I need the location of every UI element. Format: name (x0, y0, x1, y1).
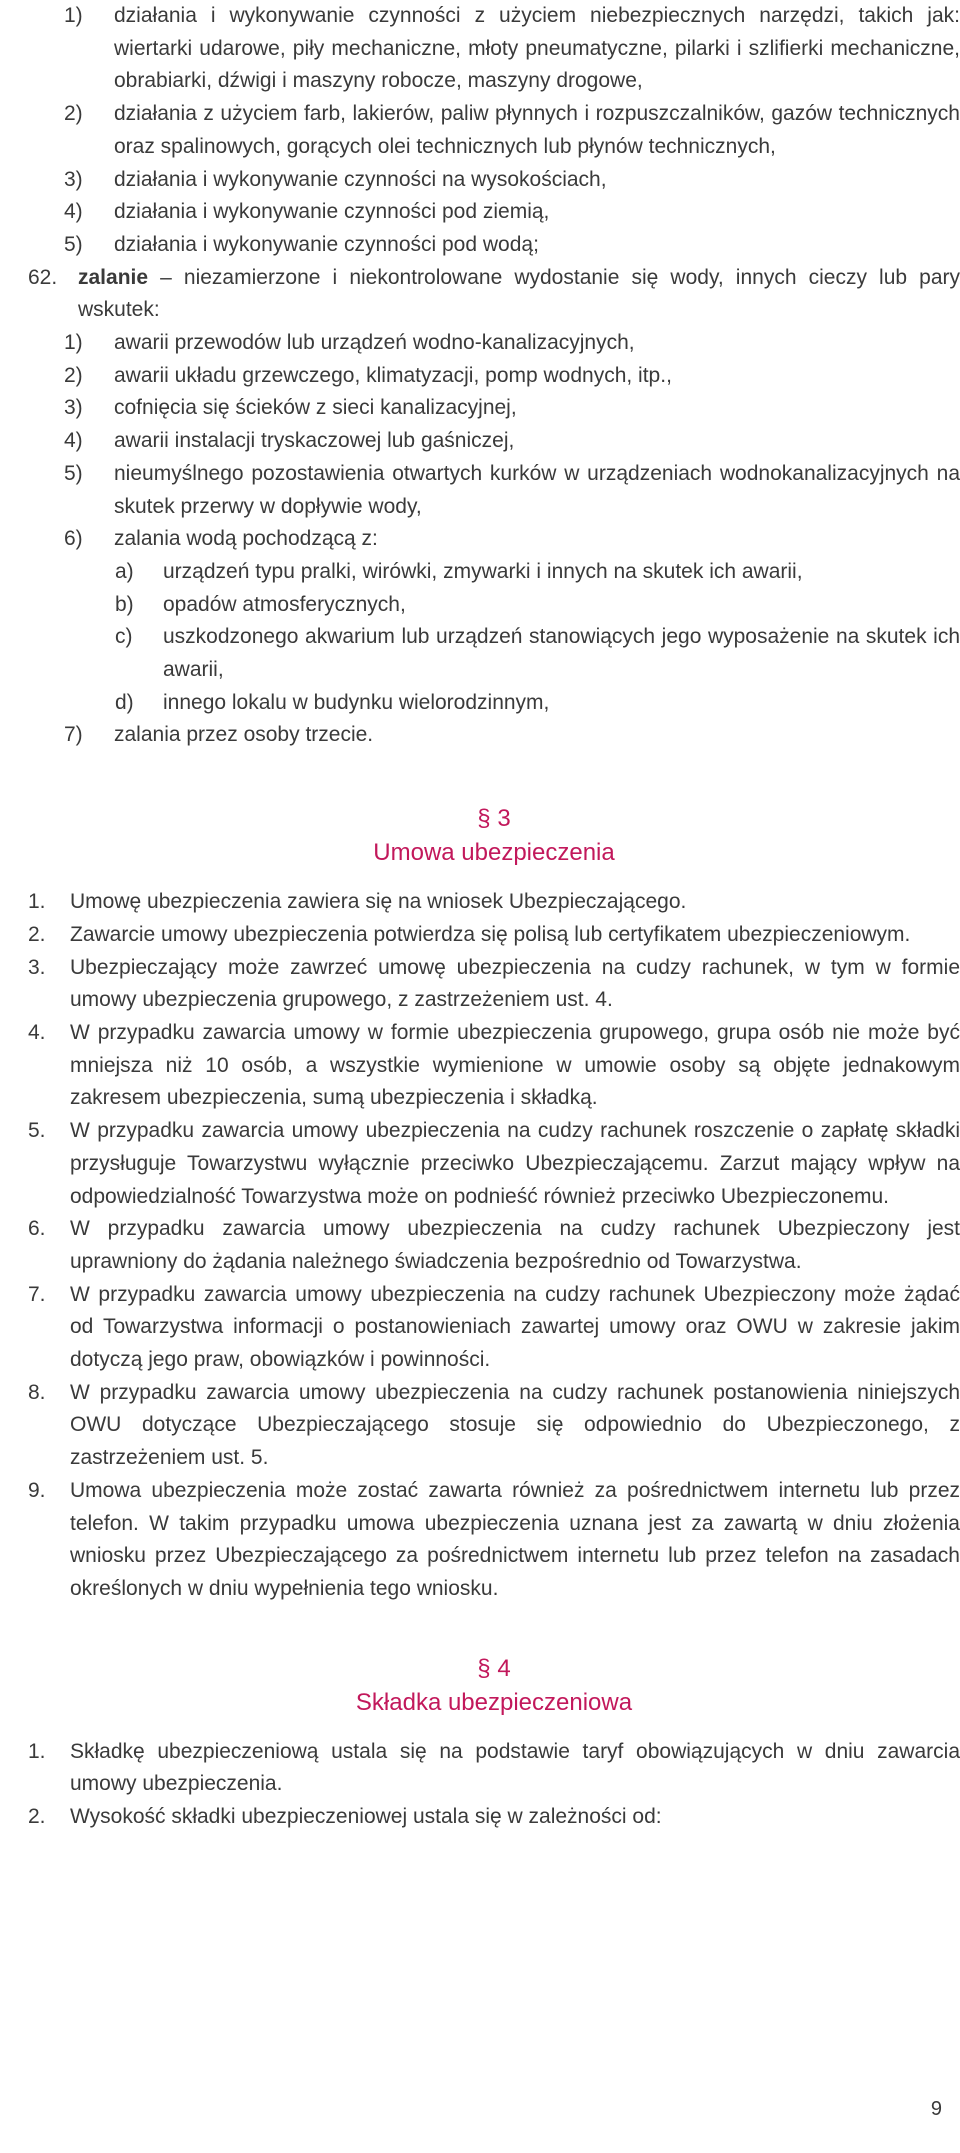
list-item-text: zalania przez osoby trzecie. (114, 723, 374, 747)
list-item (28, 98, 960, 163)
list-item (28, 360, 960, 393)
paragraph (28, 952, 960, 1017)
list-item (28, 392, 960, 425)
paragraph-number: 8. (28, 1380, 46, 1404)
paragraph-text: Wysokość składki ubezpieczeniowej ustala się w zależności od: (70, 1805, 662, 1829)
sub-list-item-letter: b) (115, 592, 134, 616)
list-item-number: 3) (64, 167, 83, 191)
sub-list-item-letter: d) (115, 690, 134, 714)
section-4-heading (28, 1652, 960, 1720)
paragraph (28, 1736, 960, 1801)
list-item-text: działania i wykonywanie czynności pod wodą; (114, 232, 539, 256)
definition-term: zalanie (78, 265, 149, 289)
list-item-number: 7) (64, 723, 83, 747)
section-3-heading (28, 802, 960, 870)
list-item-text: działania z użyciem farb, lakierów, paliw płynnych i rozpuszczalników, gazów technicznych oraz spalinowych, gorących olei technicznych lub płynów technicznych, (114, 102, 960, 158)
sub-list-item-letter: a) (115, 559, 134, 583)
definition-text: – niezamierzone i niekontrolowane wydostanie się wody, innych cieczy lub pary wskutek: (78, 265, 960, 322)
list-item (28, 719, 960, 752)
paragraph (28, 886, 960, 919)
list-item-number: 5) (64, 461, 83, 485)
list-item-text: działania i wykonywanie czynności z użyciem niebezpiecznych narzędzi, takich jak: wiertarki udarowe, piły mechaniczne, młoty pneumatyczne, pilarki i szlifierki mechaniczne, obrabiarki, dźwigi i maszyny robocze, maszyny drogowe, (114, 4, 960, 93)
list-item (28, 0, 960, 98)
list-item-text: zalania wodą pochodzącą z: (114, 527, 378, 551)
sub-list-item-text: uszkodzonego akwarium lub urządzeń stanowiących jego wyposażenie na skutek ich awarii, (163, 625, 960, 682)
list-item-text: działania i wykonywanie czynności na wysokościach, (114, 167, 607, 191)
paragraph-text: Umowę ubezpieczenia zawiera się na wniosek Ubezpieczającego. (70, 890, 687, 914)
section-title: Umowa ubezpieczenia (373, 839, 615, 867)
section-number-value: 3 (497, 805, 511, 833)
paragraph-number: 7. (28, 1282, 46, 1306)
list-item-text: nieumyślnego pozostawienia otwartych kurków w urządzeniach wodnokanalizacyjnych na skutek przerwy w dopływie wody, (114, 461, 960, 518)
list-item-number: 4) (64, 429, 83, 453)
definition-item (28, 262, 960, 327)
paragraph-text: W przypadku zawarcia umowy ubezpieczenia na cudzy rachunek roszczenie o zapłatę składki przysługuje Towarzystwu wyłącznie przeciwko Ubezpieczającemu. Zarzut mający wpływ na odpowiedzialność Towarzystwa może on podnieść również przeciwko Ubezpieczonemu. (70, 1119, 960, 1208)
sub-list-item (28, 589, 960, 622)
hazard-activities-list (28, 0, 960, 262)
paragraph-text: W przypadku zawarcia umowy ubezpieczenia na cudzy rachunek postanowienia niniejszych OWU dotyczące Ubezpieczającego stosuje się odpowiednio do Ubezpieczonego, z zastrzeżeniem ust. 5. (70, 1380, 960, 1470)
section-sign: § (477, 805, 491, 833)
list-item-number: 1) (64, 331, 83, 355)
section-title: Składka ubezpieczeniowa (355, 1688, 633, 1716)
document-page (28, 0, 960, 1834)
sub-list-item-text: innego lokalu w budynku wielorodzinnym, (163, 690, 550, 714)
paragraph-number: 9. (28, 1478, 46, 1502)
list-item (28, 523, 960, 556)
sub-list-item (28, 556, 960, 589)
paragraph-number: 2. (28, 1805, 46, 1829)
paragraph-text: Umowa ubezpieczenia może zostać zawarta również za pośrednictwem internetu lub przez telefon. W takim przypadku umowa ubezpieczenia uznana jest za zawartą w dniu złożenia wniosku przez Ubezpieczającego za pośrednictwem internetu lub przez telefon na zasadach określonych w dniu wypełnienia tego wniosku. (70, 1478, 960, 1600)
paragraph-number: 5. (28, 1119, 46, 1143)
paragraph-text: Składkę ubezpieczeniową ustala się na podstawie taryf obowiązujących w dniu zawarcia umowy ubezpieczenia. (70, 1739, 960, 1796)
paragraph-text: Zawarcie umowy ubezpieczenia potwierdza się polisą lub certyfikatem ubezpieczeniowym. (70, 922, 911, 946)
paragraph (28, 1801, 960, 1834)
paragraph (28, 1213, 960, 1278)
sub-list-item-text: opadów atmosferycznych, (163, 592, 406, 616)
list-item (28, 164, 960, 197)
paragraph-number: 3. (28, 955, 46, 979)
list-item-text: awarii przewodów lub urządzeń wodno-kanalizacyjnych, (114, 331, 635, 355)
list-item (28, 425, 960, 458)
paragraph-text: W przypadku zawarcia umowy ubezpieczenia na cudzy rachunek Ubezpieczony może żądać od Towarzystwa informacji o postanowieniach zawartej umowy oraz OWU w zakresie jakim dotyczą jego praw, obowiązków i powinności. (70, 1282, 960, 1372)
section-number (28, 1652, 960, 1686)
list-item-text: awarii układu grzewczego, klimatyzacji, pomp wodnych, itp., (114, 363, 672, 387)
list-item-number: 5) (64, 232, 83, 256)
paragraph-number: 1. (28, 890, 46, 914)
paragraph (28, 1377, 960, 1475)
list-item-number: 2) (64, 102, 83, 126)
definition-number: 62. (28, 265, 58, 289)
sub-list-item-letter: c) (115, 625, 133, 649)
paragraph (28, 919, 960, 952)
section-3-paragraphs (28, 886, 960, 1605)
page-number: 9 (930, 2098, 942, 2120)
list-item-number: 3) (64, 396, 83, 420)
paragraph (28, 1115, 960, 1213)
sub-list-item (28, 687, 960, 720)
paragraph-number: 4. (28, 1020, 46, 1044)
list-item-number: 2) (64, 363, 83, 387)
section-number (28, 802, 960, 836)
list-item-text: cofnięcia się ścieków z sieci kanalizacyjnej, (114, 396, 517, 420)
definition-62 (28, 262, 960, 753)
paragraph-text: W przypadku zawarcia umowy w formie ubezpieczenia grupowego, grupa osób nie może być mniejsza niż 10 osób, a wszystkie wymienione w umowie osoby są objęte jednakowym zakresem ubezpieczenia, sumą ubezpieczenia i składką. (70, 1020, 960, 1110)
list-item (28, 327, 960, 360)
list-item (28, 229, 960, 262)
section-4-paragraphs (28, 1736, 960, 1834)
list-item-number: 1) (64, 4, 83, 27)
paragraph (28, 1017, 960, 1115)
list-item (28, 458, 960, 523)
paragraph-number: 2. (28, 922, 46, 946)
paragraph-text: Ubezpieczający może zawrzeć umowę ubezpieczenia na cudzy rachunek, w tym w formie umowy ubezpieczenia grupowego, z zastrzeżeniem ust. 4. (70, 955, 960, 1012)
paragraph-text: W przypadku zawarcia umowy ubezpieczenia na cudzy rachunek Ubezpieczony jest uprawniony do żądania należnego świadczenia bezpośrednio od Towarzystwa. (70, 1217, 960, 1273)
section-sign: § (477, 1654, 491, 1682)
list-item-text: awarii instalacji tryskaczowej lub gaśniczej, (114, 429, 515, 453)
paragraph-number: 1. (28, 1739, 46, 1763)
list-item-number: 4) (64, 200, 83, 224)
list-item (28, 196, 960, 229)
sub-list-item (28, 621, 960, 686)
paragraph-number: 6. (28, 1217, 46, 1241)
paragraph (28, 1475, 960, 1606)
sub-list-item-text: urządzeń typu pralki, wirówki, zmywarki i innych na skutek ich awarii, (163, 559, 803, 583)
list-item-text: działania i wykonywanie czynności pod ziemią, (114, 200, 550, 224)
list-item-number: 6) (64, 527, 83, 551)
paragraph (28, 1279, 960, 1377)
section-number-value: 4 (497, 1654, 511, 1682)
